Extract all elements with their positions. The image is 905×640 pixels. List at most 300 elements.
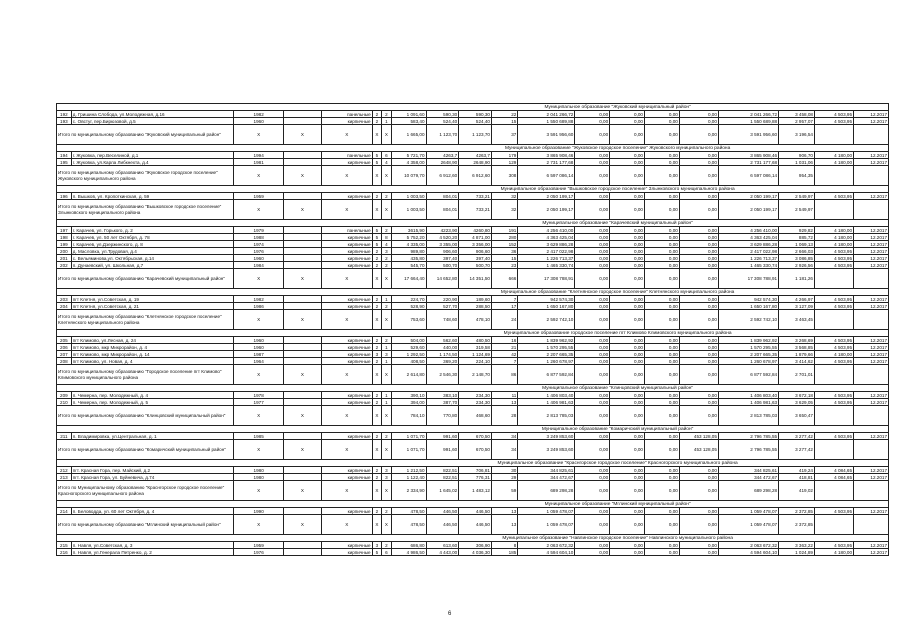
section-title: Муниципальное образование "Жуковский муниципальный район" [382, 104, 854, 111]
table-cell: 1 550 689,88 [518, 118, 575, 125]
table-cell: 0,00 [679, 118, 718, 125]
section-header [57, 289, 889, 296]
table-cell: 0,00 [575, 241, 610, 248]
table-cell: 0,00 [679, 474, 718, 481]
table-cell: 0,00 [645, 474, 680, 481]
table-cell: 4 180,00 [814, 227, 853, 234]
table-cell: 0,00 [679, 159, 718, 166]
table-cell: 4 256 410,00 [518, 227, 575, 234]
subtotal-cell: 3 591 956,60 [718, 125, 778, 145]
table-cell: 23 [491, 262, 517, 269]
table-cell: 0,00 [575, 255, 610, 262]
table-cell: 0,00 [645, 351, 680, 358]
subtotal-label: Итого по муниципальному образованию "Комаричский муниципальный район" [57, 440, 234, 460]
subtotal-cell: 1 123,70 [426, 125, 459, 145]
table-cell: 2 050 199,17 [718, 193, 778, 200]
table-cell: 1 839 962,92 [518, 337, 575, 344]
table-cell: 1 091,60 [391, 111, 426, 118]
subtotal-cell: 0,00 [645, 310, 680, 330]
register-sheet [56, 103, 889, 556]
subtotal-placeholder: X [283, 310, 321, 330]
table-cell: 397,40 [459, 255, 492, 262]
subtotal-cell: 6 597 086,14 [518, 166, 575, 186]
table-cell: 527,70 [426, 303, 459, 310]
table-cell: 5 721,70 [391, 152, 426, 159]
section-title: Муниципальное образование "Комаричский муниципальный район" [382, 426, 854, 433]
table-cell: 3 086,85 [779, 255, 815, 262]
subtotal-cell: 0,00 [610, 125, 645, 145]
subtotal-cell: 0,00 [645, 481, 680, 501]
table-cell: 1976 [234, 248, 284, 255]
table-cell: 0,00 [575, 474, 610, 481]
subtotal-cell: 804,01 [426, 200, 459, 220]
table-cell [283, 358, 321, 365]
table-cell: кирпичные [321, 255, 372, 262]
table-cell: 1980 [234, 474, 284, 481]
subtotal-placeholder: X [372, 125, 382, 145]
table-cell: 0,00 [645, 303, 680, 310]
table-cell: 2 [382, 303, 392, 310]
table-cell: 1 003,50 [391, 193, 426, 200]
table-cell: д. Гришина Слобода, ул.Молодежная, д.16 [71, 111, 234, 118]
subtotal-cell: 1 483,12 [459, 481, 492, 501]
subtotal-placeholder: X [372, 406, 382, 426]
subtotal-cell: 784,10 [391, 406, 426, 426]
table-cell: 17 [491, 303, 517, 310]
table-cell: 440,00 [426, 344, 459, 351]
table-cell: 822,51 [426, 474, 459, 481]
table-cell: 1 839 962,92 [718, 337, 778, 344]
table-cell: 185 [491, 549, 517, 556]
table-cell: 0,00 [610, 262, 645, 269]
subtotal-cell: 991,60 [426, 440, 459, 460]
subtotal-placeholder: X [372, 269, 382, 289]
table-cell: 0,00 [610, 474, 645, 481]
table-cell: 4 180,00 [814, 351, 853, 358]
table-cell: 1 406 803,40 [718, 392, 778, 399]
table-cell [283, 467, 321, 474]
table-cell: 0,00 [575, 508, 610, 515]
subtotal-placeholder: X [234, 515, 284, 535]
table-cell: 4 503,95 [814, 262, 853, 269]
subtotal-cell: 0,00 [610, 406, 645, 426]
table-cell: 1976 [234, 549, 284, 556]
table-cell: 0,00 [679, 193, 718, 200]
table-cell: 446,50 [426, 508, 459, 515]
subtotal-placeholder: X [321, 440, 372, 460]
subtotal-cell: 2 614,80 [391, 365, 426, 385]
table-cell: г. Жуковка, пер.Веселиной, д.1 [71, 152, 234, 159]
table-cell: 0,00 [645, 255, 680, 262]
table-cell: 1985 [234, 433, 284, 440]
table-row [57, 344, 889, 351]
subtotal-cell: 0,00 [645, 406, 680, 426]
table-cell: 733,21 [459, 193, 492, 200]
table-cell: 2 041 266,72 [518, 111, 575, 118]
table-cell: 12.2017 [854, 433, 889, 440]
subtotal-cell: 3 277,42 [779, 440, 815, 460]
subtotal-placeholder: X [283, 166, 321, 186]
table-cell [283, 111, 321, 118]
subtotal-cell: 10 079,70 [391, 166, 426, 186]
subtotal-placeholder: X [372, 481, 382, 501]
table-row [57, 255, 889, 262]
table-cell: 12.2017 [854, 152, 889, 159]
table-cell: 34 [491, 433, 517, 440]
table-cell: 4 503,95 [814, 337, 853, 344]
table-cell: 0,00 [679, 227, 718, 234]
table-cell: 0,00 [610, 344, 645, 351]
table-cell: 0,00 [575, 399, 610, 406]
table-row [57, 296, 889, 303]
subtotal-row [57, 125, 889, 145]
table-cell: 3 356,00 [459, 241, 492, 248]
subtotal-placeholder: X [321, 515, 372, 535]
table-cell: 4 520,20 [426, 234, 459, 241]
table-cell: 0,00 [645, 159, 680, 166]
table-cell: 0,00 [679, 542, 718, 549]
subtotal-row [57, 269, 889, 289]
table-cell: кирпичные [321, 474, 372, 481]
subtotal-placeholder: X [283, 406, 321, 426]
subtotal-placeholder: X [283, 200, 321, 220]
table-cell: 524,40 [426, 118, 459, 125]
subtotal-cell: 28 [491, 406, 517, 426]
subtotal-cell: 0,00 [645, 269, 680, 289]
subtotal-cell: 6 877 592,84 [718, 365, 778, 385]
subtotal-cell: 2 050 199,17 [718, 200, 778, 220]
table-cell: п. Дунаевский, ул. Школьная, д.7 [71, 262, 234, 269]
table-cell [283, 474, 321, 481]
table-row [57, 433, 889, 440]
table-cell: 929,82 [779, 227, 815, 234]
subtotal-cell: 2 592 742,10 [518, 310, 575, 330]
table-cell: 1 059 478,07 [518, 508, 575, 515]
subtotal-cell: 2 549,97 [779, 200, 815, 220]
table-cell: 0,00 [610, 234, 645, 241]
table-cell: 1 [382, 399, 392, 406]
subtotal-placeholder: X [283, 125, 321, 145]
table-cell [283, 351, 321, 358]
subtotal-cell: 86 [491, 365, 517, 385]
table-cell: 1 226 713,37 [718, 255, 778, 262]
table-cell: кирпичные [321, 193, 372, 200]
subtotal-cell: 17 308 788,91 [718, 269, 778, 289]
table-cell: 0,00 [575, 303, 610, 310]
subtotal-cell: 478,10 [459, 310, 492, 330]
table-cell: 0,00 [610, 542, 645, 549]
table-cell: 36 [491, 248, 517, 255]
table-cell: 29 [491, 474, 517, 481]
table-cell: 2 [372, 399, 382, 406]
table-cell: 4 503,95 [814, 542, 853, 549]
table-cell: 0,00 [645, 296, 680, 303]
table-cell: 0,00 [575, 351, 610, 358]
subtotal-placeholder: X [283, 365, 321, 385]
table-cell: 208 [57, 358, 72, 365]
table-cell: п. Чемерна, пер. Молодежный, д. 4 [71, 392, 234, 399]
table-cell: панельные [321, 227, 372, 234]
table-cell: 822,51 [426, 467, 459, 474]
table-cell: 2 417 022,98 [718, 248, 778, 255]
subtotal-row [57, 481, 889, 501]
section-title: Муниципальное образование "Карачевский муниципальный район" [382, 220, 854, 227]
table-cell: 1960 [234, 344, 284, 351]
subtotal-row [57, 440, 889, 460]
table-cell: 319,58 [459, 344, 492, 351]
section-title: Муниципальное образование "Краснгорское городское поселение" Красногорского муниципального района [382, 460, 854, 467]
table-row [57, 542, 889, 549]
subtotal-cell: 0,00 [679, 481, 718, 501]
table-cell: 2 [372, 433, 382, 440]
table-cell: 0,00 [645, 234, 680, 241]
section-header [57, 501, 889, 508]
table-cell: 545,70 [391, 262, 426, 269]
table-cell: г. Карачев, ул. Горького, д. 2 [71, 227, 234, 234]
table-cell: 202 [57, 262, 72, 269]
table-cell: 344 825,61 [518, 467, 575, 474]
table-cell [283, 241, 321, 248]
subtotal-cell: 0,00 [610, 440, 645, 460]
table-cell: 0,00 [645, 227, 680, 234]
table-row [57, 358, 889, 365]
subtotal-cell: 6 912,60 [459, 166, 492, 186]
table-cell: 991,60 [426, 433, 459, 440]
section-header [57, 220, 889, 227]
subtotal-cell: 0,00 [645, 515, 680, 535]
table-cell [283, 262, 321, 269]
subtotal-label: Итого по муниципальному образованию "Жуковское городское поселение" Жуковского муниципального района [57, 166, 234, 186]
table-row [57, 467, 889, 474]
page-number: 6 [448, 611, 452, 617]
table-cell: 2 041 266,72 [718, 111, 778, 118]
table-cell: 1 465 330,74 [518, 262, 575, 269]
table-cell: 2 [372, 392, 382, 399]
subtotal-placeholder: X [382, 166, 392, 186]
table-cell: 3 [382, 474, 392, 481]
section-header [57, 186, 889, 193]
subtotal-cell: 1 059 478,07 [718, 515, 778, 535]
table-cell: 220,90 [426, 296, 459, 303]
section-header [57, 385, 889, 392]
subtotal-cell: 2 592 742,10 [718, 310, 778, 330]
subtotal-placeholder: X [234, 481, 284, 501]
table-row [57, 351, 889, 358]
table-cell: 435,80 [391, 255, 426, 262]
table-cell: 7 [491, 358, 517, 365]
table-cell: 3 [372, 351, 382, 358]
subtotal-placeholder: X [372, 440, 382, 460]
table-cell: 0,00 [679, 399, 718, 406]
table-cell: 0,00 [610, 358, 645, 365]
table-cell: 1 [382, 344, 392, 351]
subtotal-cell: 0,00 [610, 269, 645, 289]
table-cell: 2 372,85 [779, 508, 815, 515]
table-cell: 200 [57, 248, 72, 255]
subtotal-cell: 670,50 [459, 440, 492, 460]
table-cell [283, 118, 321, 125]
subtotal-placeholder: X [382, 310, 392, 330]
table-cell: 0,00 [575, 159, 610, 166]
table-cell: 3 [372, 542, 382, 549]
subtotal-cell: 748,60 [426, 310, 459, 330]
subtotal-cell: 0,00 [575, 125, 610, 145]
table-row [57, 227, 889, 234]
table-cell: 0,00 [679, 344, 718, 351]
table-row [57, 241, 889, 248]
subtotal-cell: 1 645,02 [426, 481, 459, 501]
table-cell: 199 [57, 241, 72, 248]
table-cell: 0,00 [575, 337, 610, 344]
table-cell: 2 [372, 248, 382, 255]
table-cell: 5 [372, 234, 382, 241]
table-cell: 201 [57, 255, 72, 262]
subtotal-label: Итого по муниципальному образованию "Жуковский муниципальный район" [57, 125, 234, 145]
subtotal-cell: 0,00 [575, 481, 610, 501]
table-cell: кирпичные [321, 262, 372, 269]
subtotal-cell: 6 912,60 [426, 166, 459, 186]
subtotal-cell: 2 334,90 [391, 481, 426, 501]
table-row [57, 193, 889, 200]
table-cell: 22 [491, 111, 517, 118]
table-cell: 478,50 [391, 508, 426, 515]
table-cell: пгт Климово, ул. Новая, д. 4 [71, 358, 234, 365]
housing-register-table [56, 103, 889, 556]
subtotal-placeholder: X [234, 310, 284, 330]
subtotal-cell: 14 652,80 [426, 269, 459, 289]
subtotal-placeholder: X [234, 406, 284, 426]
table-cell: 4 503,95 [814, 508, 853, 515]
table-cell: 1 069,13 [779, 241, 815, 248]
subtotal-cell: 0,00 [679, 406, 718, 426]
table-cell: 1 [382, 296, 392, 303]
section-header [57, 460, 889, 467]
table-cell: 500,70 [459, 262, 492, 269]
table-cell: 0,00 [679, 111, 718, 118]
table-cell: 2 731 177,68 [718, 159, 778, 166]
table-cell: 3 268,69 [779, 337, 815, 344]
table-cell: 3 [382, 248, 392, 255]
table-cell: 197 [57, 227, 72, 234]
table-cell: 1 465 330,74 [718, 262, 778, 269]
subtotal-placeholder: X [234, 166, 284, 186]
table-cell: 670,50 [459, 433, 492, 440]
subtotal-placeholder: X [372, 166, 382, 186]
table-cell: 0,00 [610, 433, 645, 440]
table-cell: 344 472,67 [718, 474, 778, 481]
subtotal-cell: 0,00 [645, 365, 680, 385]
subtotal-cell: 689 298,28 [518, 481, 575, 501]
table-cell: 583,40 [391, 118, 426, 125]
table-cell: 0,00 [645, 392, 680, 399]
section-title: Муниципальное образование "Мглинский муниципальный район" [382, 501, 854, 508]
table-cell: 4 084,65 [814, 467, 853, 474]
table-cell: 906,60 [459, 248, 492, 255]
table-cell [283, 296, 321, 303]
table-cell: пгт. Красная Гора, пер. Майский, д.2 [71, 467, 234, 474]
table-cell: 15 [491, 118, 517, 125]
table-cell: 0,00 [645, 358, 680, 365]
table-cell: 1 650 167,80 [718, 303, 778, 310]
table-cell: 2 [372, 118, 382, 125]
table-cell: 189,60 [459, 296, 492, 303]
subtotal-cell: 419,02 [779, 481, 815, 501]
table-cell: 4 266,97 [779, 296, 815, 303]
table-cell: пгт Климово, ул.Лесная, д. 24 [71, 337, 234, 344]
table-cell: 5 [372, 227, 382, 234]
table-cell: 2 [382, 262, 392, 269]
table-cell: 6 [382, 152, 392, 159]
subtotal-cell: 0,00 [575, 406, 610, 426]
table-cell: 4 503,95 [814, 358, 853, 365]
table-cell: 344 825,61 [718, 467, 778, 474]
table-cell: 1982 [234, 296, 284, 303]
table-cell: 686,80 [391, 542, 426, 549]
table-cell: 30 [491, 467, 517, 474]
table-cell: 4 180,00 [814, 152, 853, 159]
table-row [57, 118, 889, 125]
table-cell: 1 879,66 [779, 351, 815, 358]
table-cell: 0,00 [575, 392, 610, 399]
table-cell: 11 [491, 392, 517, 399]
table-cell: 13 [491, 399, 517, 406]
section-header [57, 426, 889, 433]
table-cell: 1 406 981,63 [718, 399, 778, 406]
table-cell: 0,00 [575, 193, 610, 200]
table-cell: 344 472,67 [518, 474, 575, 481]
table-cell [283, 193, 321, 200]
subtotal-cell: 2 813 785,03 [718, 406, 778, 426]
table-cell: 2 207 665,35 [518, 351, 575, 358]
table-cell: 4 986,50 [391, 549, 426, 556]
table-cell: 0,00 [575, 262, 610, 269]
table-cell: 5 [372, 159, 382, 166]
table-cell: 0,00 [679, 152, 718, 159]
table-cell: пгт Клетня, ул.Советская, д. 21 [71, 303, 234, 310]
table-cell: 0,00 [575, 433, 610, 440]
table-row [57, 392, 889, 399]
table-cell: 12.2017 [854, 296, 889, 303]
subtotal-cell: 0,00 [610, 310, 645, 330]
table-cell: 234,30 [459, 399, 492, 406]
table-cell: 0,00 [679, 255, 718, 262]
table-cell: 2 [372, 262, 382, 269]
section-header [57, 145, 889, 152]
table-cell: 0,00 [645, 262, 680, 269]
table-cell: 4263,7 [459, 152, 492, 159]
table-cell: 942 574,30 [718, 296, 778, 303]
table-cell: 4 363 425,04 [718, 234, 778, 241]
table-cell: 453 128,05 [679, 433, 718, 440]
subtotal-cell: 0,00 [575, 515, 610, 535]
table-cell: 193 [57, 118, 72, 125]
subtotal-placeholder: X [321, 200, 372, 220]
subtotal-cell: 954,35 [779, 166, 815, 186]
subtotal-cell: 0,00 [610, 166, 645, 186]
table-cell: п. Чемерна, пер. Молодежный, д. 5 [71, 399, 234, 406]
table-cell: 1 212,50 [391, 467, 426, 474]
table-cell: 12.2017 [854, 337, 889, 344]
table-cell: 0,00 [679, 241, 718, 248]
table-cell: 4 503,95 [814, 255, 853, 262]
subtotal-cell: 446,50 [426, 515, 459, 535]
subtotal-row [57, 406, 889, 426]
table-cell [283, 392, 321, 399]
subtotal-placeholder: X [372, 515, 382, 535]
table-cell: 210 [57, 399, 72, 406]
table-cell: 383,10 [426, 392, 459, 399]
table-cell [283, 234, 321, 241]
